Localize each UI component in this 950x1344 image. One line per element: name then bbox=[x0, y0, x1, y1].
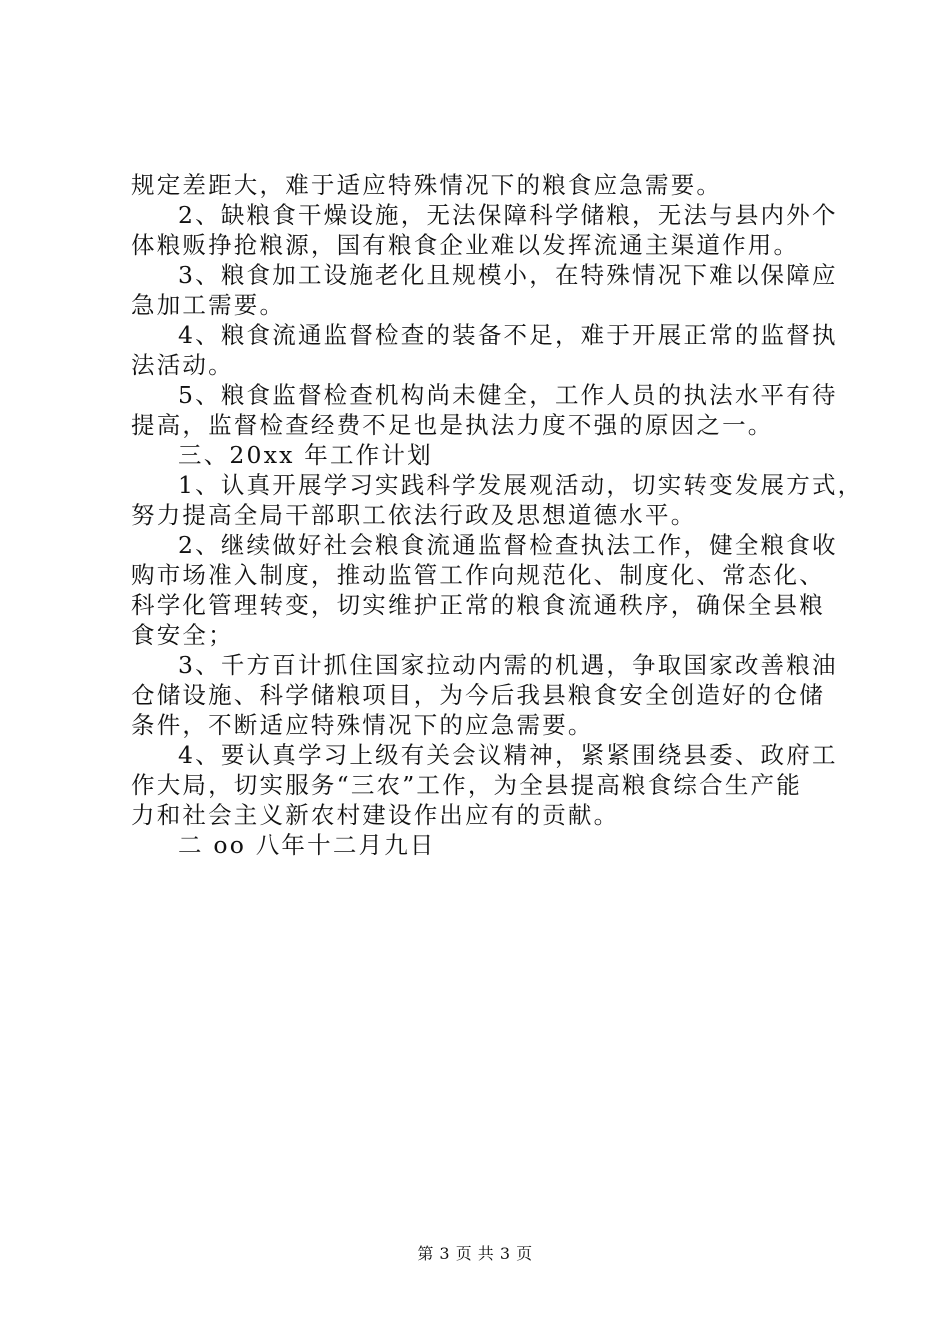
text-line: 5、粮食监督检查机构尚未健全，工作人员的执法水平有待 bbox=[178, 381, 838, 409]
text-line: 仓储设施、科学储粮项目，为今后我县粮食安全创造好的仓储 bbox=[131, 681, 825, 709]
text-line: 作大局，切实服务“三农”工作，为全县提高粮食综合生产能 bbox=[131, 771, 802, 799]
text-line: 1、认真开展学习实践科学发展观活动，切实转变发展方式， bbox=[178, 471, 864, 499]
text-line: 努力提高全局干部职工依法行政及思想道德水平。 bbox=[131, 501, 697, 529]
document-date: 二 oo 八年十二月九日 bbox=[178, 831, 436, 859]
section-heading: 三、20xx 年工作计划 bbox=[178, 441, 433, 469]
text-line: 体粮贩挣抢粮源，国有粮食企业难以发挥流通主渠道作用。 bbox=[131, 231, 800, 259]
text-line: 规定差距大，难于适应特殊情况下的粮食应急需要。 bbox=[131, 171, 723, 199]
text-line: 急加工需要。 bbox=[131, 291, 286, 319]
text-line: 法活动。 bbox=[131, 351, 234, 379]
text-line: 2、缺粮食干燥设施，无法保障科学储粮，无法与县内外个 bbox=[178, 201, 838, 229]
text-line: 4、粮食流通监督检查的装备不足，难于开展正常的监督执 bbox=[178, 321, 838, 349]
text-line: 食安全； bbox=[131, 621, 234, 649]
document-body bbox=[131, 170, 864, 860]
text-line: 条件，不断适应特殊情况下的应急需要。 bbox=[131, 711, 594, 739]
text-line: 4、要认真学习上级有关会议精神，紧紧围绕县委、政府工 bbox=[178, 741, 838, 769]
text-line: 力和社会主义新农村建设作出应有的贡献。 bbox=[131, 801, 620, 829]
text-line: 3、千方百计抓住国家拉动内需的机遇，争取国家改善粮油 bbox=[178, 651, 838, 679]
text-line: 2、继续做好社会粮食流通监督检查执法工作，健全粮食收 bbox=[178, 531, 838, 559]
text-line: 购市场准入制度，推动监管工作向规范化、制度化、常态化、 bbox=[131, 561, 825, 589]
text-line: 提高，监督检查经费不足也是执法力度不强的原因之一。 bbox=[131, 411, 774, 439]
text-line: 3、粮食加工设施老化且规模小，在特殊情况下难以保障应 bbox=[178, 261, 838, 289]
text-line: 科学化管理转变，切实维护正常的粮食流通秩序，确保全县粮 bbox=[131, 591, 825, 619]
page-number-footer: 第 3 页 共 3 页 bbox=[417, 1244, 533, 1263]
